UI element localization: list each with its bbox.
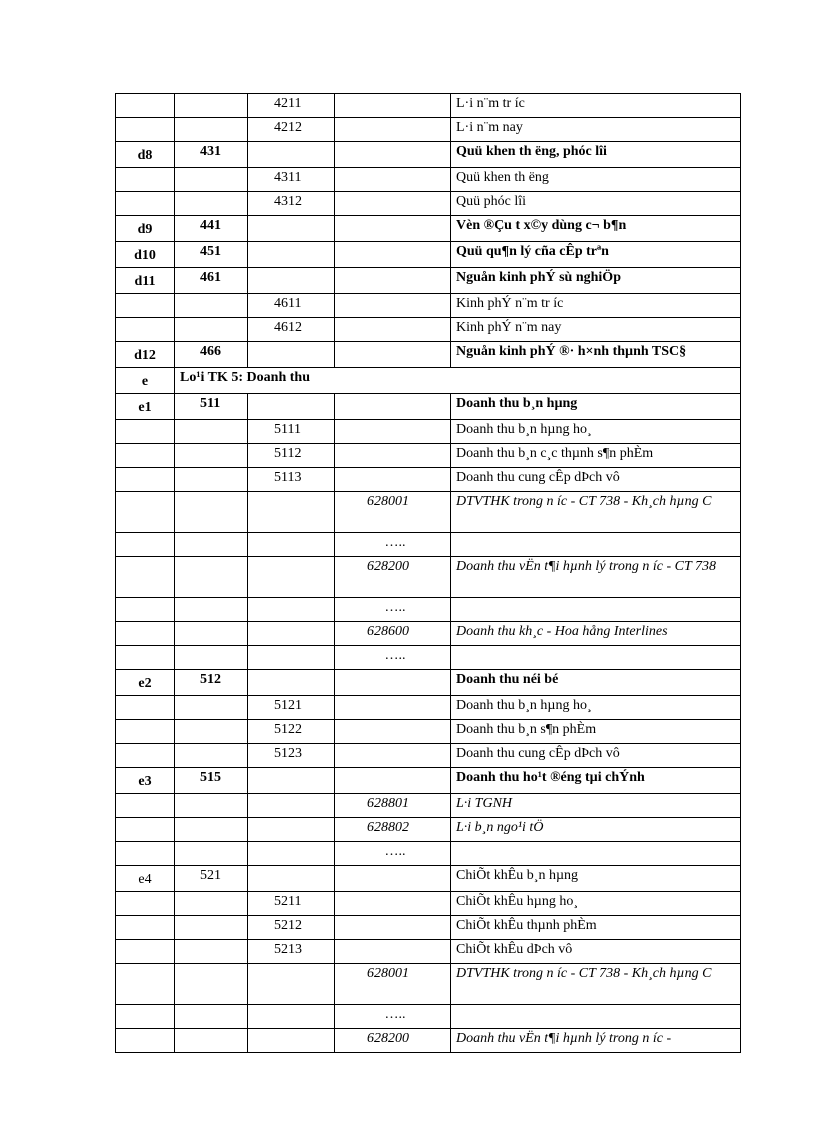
detail-code-cell: …..: [335, 1005, 451, 1029]
account-level2-cell: [248, 557, 335, 598]
detail-code-cell: …..: [335, 533, 451, 557]
account-level2-cell: [248, 794, 335, 818]
account-level2-cell: 5111: [248, 420, 335, 444]
table-row: [116, 242, 741, 268]
detail-code-cell: [335, 420, 451, 444]
table-row: [116, 368, 741, 394]
table-row: [116, 492, 741, 533]
account-level2-cell: 5213: [248, 940, 335, 964]
detail-code-cell: [335, 294, 451, 318]
table-row: [116, 294, 741, 318]
account-level2-cell: 4311: [248, 168, 335, 192]
account-level1-cell: [175, 646, 248, 670]
account-description-cell: ChiÕt khÊu thµnh phÈm: [451, 916, 741, 940]
account-level2-cell: [248, 768, 335, 794]
detail-code-cell: 628001: [335, 964, 451, 1005]
account-level2-cell: [248, 394, 335, 420]
table-row: [116, 94, 741, 118]
row-code-cell: e1: [116, 394, 175, 420]
table-row: [116, 192, 741, 216]
account-description-cell: Nguån kinh phÝ ®· h×nh thµnh TSC§: [451, 342, 741, 368]
row-code-cell: [116, 94, 175, 118]
account-description-cell: Doanh thu b¸n hµng: [451, 394, 741, 420]
row-code-cell: [116, 492, 175, 533]
table-row: [116, 318, 741, 342]
account-level2-cell: [248, 670, 335, 696]
account-description-cell: Doanh thu b¸n s¶n phÈm: [451, 720, 741, 744]
row-code-cell: [116, 1005, 175, 1029]
detail-code-cell: [335, 142, 451, 168]
row-code-cell: e2: [116, 670, 175, 696]
detail-code-cell: [335, 916, 451, 940]
account-description-cell: [451, 533, 741, 557]
row-code-cell: d12: [116, 342, 175, 368]
table-row: [116, 916, 741, 940]
table-row: [116, 118, 741, 142]
account-level1-cell: 521: [175, 866, 248, 892]
account-level1-cell: [175, 818, 248, 842]
row-code-cell: e: [116, 368, 175, 394]
row-code-cell: e3: [116, 768, 175, 794]
row-code-cell: [116, 118, 175, 142]
detail-code-cell: …..: [335, 646, 451, 670]
detail-code-cell: [335, 468, 451, 492]
row-code-cell: [116, 598, 175, 622]
account-level1-cell: [175, 294, 248, 318]
table-row: [116, 598, 741, 622]
detail-code-cell: 628200: [335, 557, 451, 598]
account-description-cell: Doanh thu ho¹t ®éng tµi chÝnh: [451, 768, 741, 794]
row-code-cell: d11: [116, 268, 175, 294]
account-description-cell: ChiÕt khÊu b¸n hµng: [451, 866, 741, 892]
account-level1-cell: [175, 118, 248, 142]
detail-code-cell: [335, 866, 451, 892]
detail-code-cell: [335, 94, 451, 118]
account-description-cell: DTVTHK trong n íc - CT 738 - Kh¸ch hµng C: [451, 964, 741, 1005]
account-description-cell: Doanh thu b¸n hµng ho¸: [451, 420, 741, 444]
row-code-cell: d10: [116, 242, 175, 268]
detail-code-cell: [335, 696, 451, 720]
row-code-cell: [116, 916, 175, 940]
table-row: [116, 696, 741, 720]
account-level2-cell: [248, 216, 335, 242]
account-level1-cell: [175, 842, 248, 866]
row-code-cell: [116, 444, 175, 468]
account-description-cell: [451, 842, 741, 866]
account-description-cell: Doanh thu kh¸c - Hoa hång Interlines: [451, 622, 741, 646]
table-row: [116, 720, 741, 744]
detail-code-cell: [335, 444, 451, 468]
table-row: [116, 1029, 741, 1053]
account-level1-cell: [175, 794, 248, 818]
row-code-cell: [116, 168, 175, 192]
account-description-cell: Doanh thu vËn t¶i hµnh lý trong n íc -: [451, 1029, 741, 1053]
table-row: [116, 142, 741, 168]
detail-code-cell: [335, 940, 451, 964]
table-row: [116, 444, 741, 468]
row-code-cell: [116, 420, 175, 444]
table-row: [116, 842, 741, 866]
account-level1-cell: 512: [175, 670, 248, 696]
account-level2-cell: 5113: [248, 468, 335, 492]
table-row: [116, 964, 741, 1005]
account-description-cell: Quü qu¶n lý cña cÊp trªn: [451, 242, 741, 268]
row-code-cell: [116, 794, 175, 818]
row-code-cell: d9: [116, 216, 175, 242]
account-description-cell: ChiÕt khÊu hµng ho¸: [451, 892, 741, 916]
account-level2-cell: 4612: [248, 318, 335, 342]
account-level2-cell: 5122: [248, 720, 335, 744]
account-level1-cell: [175, 622, 248, 646]
account-description-cell: L·i n¨m tr íc: [451, 94, 741, 118]
account-level1-cell: [175, 492, 248, 533]
account-level2-cell: [248, 533, 335, 557]
row-code-cell: [116, 744, 175, 768]
account-description-cell: Doanh thu cung cÊp dÞch vô: [451, 744, 741, 768]
detail-code-cell: [335, 744, 451, 768]
account-level1-cell: [175, 598, 248, 622]
table-row: [116, 646, 741, 670]
account-description-cell: Quü khen th ëng: [451, 168, 741, 192]
table-body: [116, 94, 741, 1053]
table-row: [116, 420, 741, 444]
row-code-cell: [116, 468, 175, 492]
account-level2-cell: [248, 242, 335, 268]
account-level1-cell: 451: [175, 242, 248, 268]
account-level1-cell: [175, 318, 248, 342]
account-level1-cell: [175, 468, 248, 492]
account-description-cell: L·i b¸n ngo¹i tÖ: [451, 818, 741, 842]
account-level1-cell: 466: [175, 342, 248, 368]
row-code-cell: [116, 318, 175, 342]
row-code-cell: [116, 720, 175, 744]
detail-code-cell: 628001: [335, 492, 451, 533]
row-code-cell: [116, 294, 175, 318]
table-row: [116, 940, 741, 964]
row-code-cell: [116, 533, 175, 557]
row-code-cell: [116, 892, 175, 916]
account-description-cell: Kinh phÝ n¨m tr íc: [451, 294, 741, 318]
table-row: [116, 268, 741, 294]
account-level1-cell: 511: [175, 394, 248, 420]
detail-code-cell: [335, 768, 451, 794]
detail-code-cell: [335, 892, 451, 916]
account-level1-cell: [175, 557, 248, 598]
detail-code-cell: [335, 242, 451, 268]
table-row: [116, 533, 741, 557]
row-code-cell: d8: [116, 142, 175, 168]
table-row: [116, 216, 741, 242]
account-level1-cell: [175, 1005, 248, 1029]
row-code-cell: [116, 818, 175, 842]
account-level2-cell: 4212: [248, 118, 335, 142]
row-code-cell: [116, 646, 175, 670]
account-description-cell: Doanh thu b¸n hµng ho¸: [451, 696, 741, 720]
account-description-cell: Doanh thu b¸n c¸c thµnh s¶n phÈm: [451, 444, 741, 468]
account-level2-cell: [248, 342, 335, 368]
table-row: [116, 394, 741, 420]
table-row: [116, 557, 741, 598]
account-level2-cell: [248, 646, 335, 670]
account-level2-cell: [248, 1029, 335, 1053]
account-level2-cell: [248, 842, 335, 866]
account-level2-cell: [248, 142, 335, 168]
account-description-cell: DTVTHK trong n íc - CT 738 - Kh¸ch hµng C: [451, 492, 741, 533]
account-level1-cell: [175, 892, 248, 916]
detail-code-cell: [335, 670, 451, 696]
row-code-cell: [116, 940, 175, 964]
account-level2-cell: [248, 268, 335, 294]
account-level1-cell: [175, 744, 248, 768]
table-row: [116, 768, 741, 794]
account-description-cell: Doanh thu néi bé: [451, 670, 741, 696]
account-description-cell: [451, 646, 741, 670]
detail-code-cell: [335, 318, 451, 342]
row-code-cell: [116, 192, 175, 216]
detail-code-cell: …..: [335, 598, 451, 622]
account-level1-cell: [175, 720, 248, 744]
account-level1-cell: 515: [175, 768, 248, 794]
account-level2-cell: [248, 1005, 335, 1029]
account-level2-cell: 4211: [248, 94, 335, 118]
table-row: [116, 670, 741, 696]
row-code-cell: [116, 557, 175, 598]
account-level1-cell: [175, 192, 248, 216]
detail-code-cell: …..: [335, 842, 451, 866]
detail-code-cell: 628802: [335, 818, 451, 842]
chart-of-accounts-table: [115, 93, 741, 1053]
account-description-cell: Nguån kinh phÝ sù nghiÖp: [451, 268, 741, 294]
account-level2-cell: [248, 866, 335, 892]
account-description-cell: Quü phóc lîi: [451, 192, 741, 216]
account-level1-cell: 441: [175, 216, 248, 242]
account-level2-cell: [248, 492, 335, 533]
row-code-cell: [116, 622, 175, 646]
account-level2-cell: 5123: [248, 744, 335, 768]
table-row: [116, 794, 741, 818]
row-code-cell: e4: [116, 866, 175, 892]
account-level2-cell: 5112: [248, 444, 335, 468]
table-row: [116, 622, 741, 646]
table-row: [116, 892, 741, 916]
table-row: [116, 866, 741, 892]
account-description-cell: Kinh phÝ n¨m nay: [451, 318, 741, 342]
table-row: [116, 818, 741, 842]
account-description-cell: ChiÕt khÊu dÞch vô: [451, 940, 741, 964]
detail-code-cell: [335, 720, 451, 744]
account-level2-cell: 5211: [248, 892, 335, 916]
account-level2-cell: [248, 964, 335, 1005]
row-code-cell: [116, 964, 175, 1005]
detail-code-cell: [335, 168, 451, 192]
account-level2-cell: 4312: [248, 192, 335, 216]
account-level1-cell: [175, 1029, 248, 1053]
account-level2-cell: 4611: [248, 294, 335, 318]
account-level1-cell: [175, 964, 248, 1005]
row-code-cell: [116, 1029, 175, 1053]
account-level1-cell: 461: [175, 268, 248, 294]
account-level1-cell: [175, 444, 248, 468]
detail-code-cell: 628200: [335, 1029, 451, 1053]
detail-code-cell: 628801: [335, 794, 451, 818]
table-row: [116, 744, 741, 768]
account-description-cell: Doanh thu vËn t¶i hµnh lý trong n íc - CT 738: [451, 557, 741, 598]
group-heading-cell: Lo¹i TK 5: Doanh thu: [175, 368, 741, 394]
table-row: [116, 468, 741, 492]
account-description-cell: Quü khen th ëng, phóc lîi: [451, 142, 741, 168]
account-level2-cell: [248, 622, 335, 646]
account-description-cell: [451, 598, 741, 622]
row-code-cell: [116, 842, 175, 866]
account-level2-cell: 5121: [248, 696, 335, 720]
detail-code-cell: [335, 268, 451, 294]
account-description-cell: L·i n¨m nay: [451, 118, 741, 142]
account-level1-cell: [175, 916, 248, 940]
account-level2-cell: [248, 598, 335, 622]
detail-code-cell: 628600: [335, 622, 451, 646]
table-row: [116, 342, 741, 368]
detail-code-cell: [335, 192, 451, 216]
account-level1-cell: 431: [175, 142, 248, 168]
account-description-cell: Vèn ®Çu t x©y dùng c¬ b¶n: [451, 216, 741, 242]
account-description-cell: L·i TGNH: [451, 794, 741, 818]
account-description-cell: Doanh thu cung cÊp dÞch vô: [451, 468, 741, 492]
detail-code-cell: [335, 342, 451, 368]
account-level1-cell: [175, 420, 248, 444]
account-level2-cell: [248, 818, 335, 842]
account-description-cell: [451, 1005, 741, 1029]
detail-code-cell: [335, 216, 451, 242]
table-row: [116, 168, 741, 192]
row-code-cell: [116, 696, 175, 720]
account-level2-cell: 5212: [248, 916, 335, 940]
account-level1-cell: [175, 168, 248, 192]
detail-code-cell: [335, 394, 451, 420]
account-level1-cell: [175, 940, 248, 964]
detail-code-cell: [335, 118, 451, 142]
table-row: [116, 1005, 741, 1029]
account-level1-cell: [175, 94, 248, 118]
account-level1-cell: [175, 533, 248, 557]
account-level1-cell: [175, 696, 248, 720]
